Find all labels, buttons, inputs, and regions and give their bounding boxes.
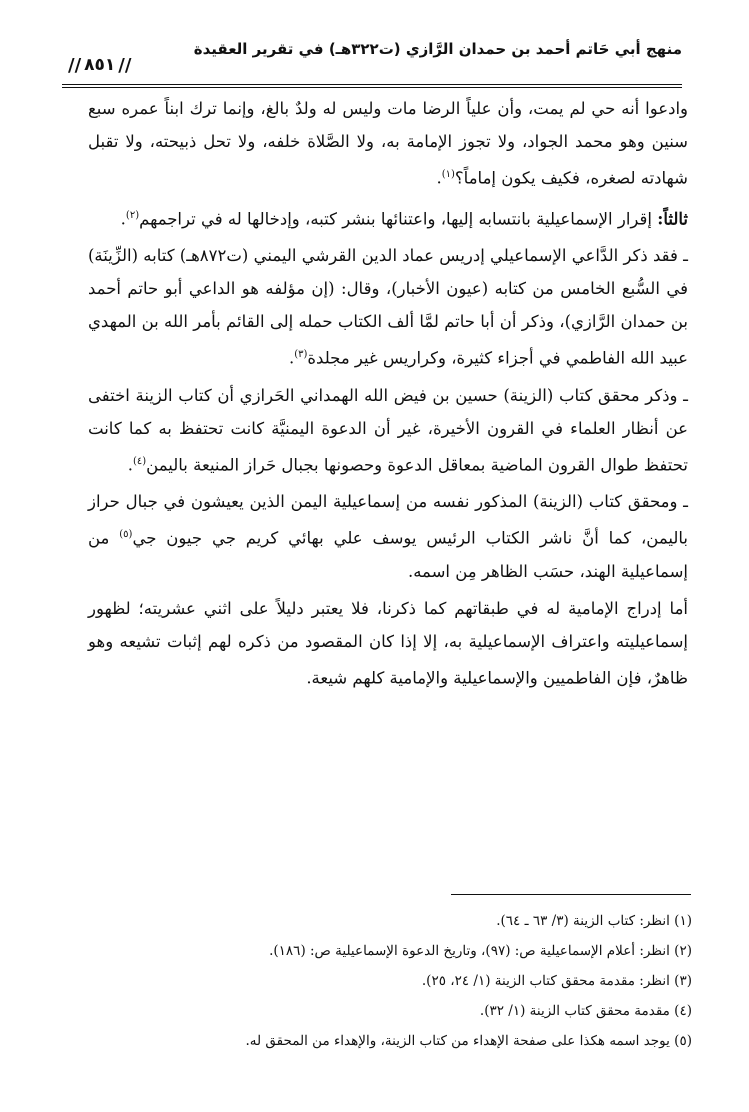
running-title: منهج أبي حَاتم أحمد بن حمدان الرَّازي (ت٣٢٢هـ) في تقرير العقيدة — [193, 40, 682, 58]
footnote-item: (٣) انظر: مقدمة محقق كتاب الزينة (١/ ٢٤، ٢٥). — [421, 973, 692, 989]
paragraph: ـ فقد ذكر الدَّاعي الإسماعيلي إدريس عماد الدين القرشي اليمني (ت٨٧٢هـ) كتابه (الزِّينَة) في السُّبع الخامس من كتابه (عيون الأخبار)، وقال: (إن مؤلفه هو الداعي أبو حاتم أحمد بن حمدان الرَّازي)، وذكر أن أبا حاتم لمَّا ألف الكتاب حمله إلى القائم بأمر الله بن المهدي عبيد الله الفاطمي في أجزاء كثيرة، وكراريس غير مجلدة$^{(٣)}$. — [88, 246, 688, 368]
slash-ornament-right: // — [68, 54, 82, 76]
header-double-rule — [62, 84, 682, 88]
footnote-ref[interactable]: (٢) — [125, 209, 140, 221]
footnote-item: (٢) انظر: أعلام الإسماعيلية ص: (٩٧)، وتاريخ الدعوة الإسماعيلية ص: (١٨٦). — [269, 943, 692, 959]
paragraph: ـ ومحقق كتاب (الزينة) المذكور نفسه من إسماعيلية اليمن الذين يعيشون في جبال حراز باليمن، كما أنَّ ناشر الكتاب الرئيس يوسف علي بهائي كريم جي جيون جي$^{(٥)}$ من إسماعيلية الهند، حسَب الظاهر مِن اسمه. — [88, 492, 688, 581]
page-number-box — [62, 50, 137, 80]
main-text — [88, 92, 688, 698]
paragraph: وادعوا أنه حي لم يمت، وأن علياً الرضا مات وليس له ولدٌ بالغ، وإنما ترك ابناً عمره سبع سنين وهو محمد الجواد، ولا تجوز الإمامة به، ولا الصَّلاة خلفه، ولا تحل ذبيحته، ولا تقبل شهادته لصغره، فكيف يكون إماماً؟$^{(١)}$. — [88, 99, 688, 188]
paragraph: أما إدراج الإمامية له في طبقاتهم كما ذكرنا، فلا يعتبر دليلاً على اثني عشريته؛ لظهور إسماعيليته واعتراف الإسماعيلية به، إلا إذا كان المقصود من ذكره لهم إثبات تشيعه وهو ظاهرٌ، فإن الفاطميين والإسماعيلية والإمامية كلهم شيعة. — [88, 598, 688, 687]
footnote-ref[interactable]: (٣) — [294, 349, 308, 360]
footnotes — [88, 906, 692, 1056]
running-header — [62, 32, 682, 82]
footnote-item: (٥) يوجد اسمه هكذا على صفحة الإهداء من كتاب الزينة، والإهداء من المحقق له. — [245, 1033, 692, 1049]
footnote-item: (١) انظر: كتاب الزينة (٣/ ٦٣ ـ ٦٤). — [496, 913, 692, 929]
section-lead: ثالثاً: — [657, 209, 688, 228]
footnote-ref[interactable]: (٤) — [132, 455, 147, 467]
footnote-separator — [451, 894, 691, 895]
footnote-ref[interactable]: (٥) — [119, 529, 133, 540]
slash-ornament-left: // — [118, 54, 132, 76]
footnote-ref[interactable]: (١) — [441, 169, 455, 180]
paragraph: ثالثاً: إقرار الإسماعيلية بانتسابه إليها، واعتنائها بنشر كتبه، وإدخالها له في تراجمهم$^{(٢)}$. — [120, 209, 688, 228]
footnote-item: (٤) مقدمة محقق كتاب الزينة (١/ ٣٢). — [479, 1003, 692, 1019]
page-number: ٨٥١ — [84, 55, 116, 75]
paragraph: ـ وذكر محقق كتاب (الزينة) حسين بن فيض الله الهمداني الحَرازي أن كتاب الزينة اختفى عن أنظار العلماء في القرون الأخيرة، غير أن الدعوة اليمنيَّة كانت تحتفظ به كما كانت تحتفظ طوال القرون الماضية بمعاقل الدعوة وحصونها بجبال حَراز المنيعة باليمن$^{(٤)}$. — [88, 385, 688, 474]
